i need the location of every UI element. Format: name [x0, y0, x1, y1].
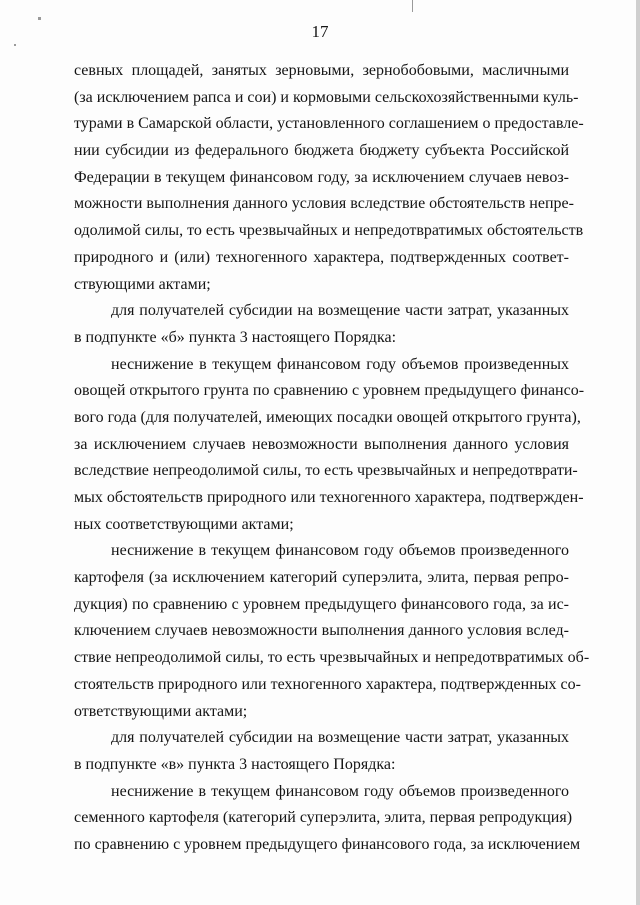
text-line: в подпункте «б» пункта 3 настоящего Порядка: [74, 328, 397, 346]
text-line: в подпункте «в» пункта 3 настоящего Порядка: [74, 755, 396, 773]
scan-edge-shadow [636, 0, 640, 905]
text-line: севных площадей, занятых зерновыми, зернобобовыми, масличными [74, 62, 569, 79]
text-line: вого года (для получателей, имеющих посадки овощей открытого грунта), [74, 408, 581, 426]
text-line: картофеля (за исключением категорий суперэлита, элита, первая репро- [74, 569, 569, 587]
paragraph [74, 538, 590, 725]
text-line: (за исключением рапса и сои) и кормовыми сельскохозяйственными куль- [74, 88, 579, 106]
paragraph [74, 298, 569, 351]
text-line: ствующими актами; [74, 275, 211, 293]
scan-artifact-dot [14, 44, 16, 46]
text-line: ных соответствующими актами; [74, 515, 294, 533]
text-line: мых обстоятельств природного или техногенного характера, подтвержден- [74, 489, 584, 506]
text-line: для получателей субсидии на возмещение части затрат, указанных [111, 302, 569, 320]
scan-artifact-dot [38, 17, 41, 20]
text-line: можности выполнения данного условия вследствие обстоятельств непре- [74, 195, 574, 213]
text-line: неснижение в текущем финансовом году объемов произведенного [111, 782, 569, 800]
text-line: природного и (или) техногенного характера, подтвержденных соответ- [74, 248, 569, 266]
text-line: для получателей субсидии на возмещение части затрат, указанных [111, 729, 569, 747]
text-line: по сравнению с уровнем предыдущего финансового года, за исключением [74, 835, 581, 853]
text-line: вследствие непреодолимой силы, то есть чрезвычайных и непредотврати- [74, 462, 578, 480]
text-line: ответствующими актами; [74, 702, 248, 720]
text-line: турами в Самарской области, установленного соглашением о предоставле- [74, 115, 584, 133]
text-line: дукция) по сравнению с уровнем предыдущего финансового года, за ис- [74, 595, 569, 613]
text-line: Федерации в текущем финансовом году, за исключением случаев невоз- [74, 168, 569, 186]
paragraph [74, 352, 585, 539]
text-line: нии субсидии из федерального бюджета бюджету субъекта Российской [74, 142, 569, 160]
text-line: за исключением случаев невозможности выполнения данного условия [74, 435, 569, 453]
text-line: неснижение в текущем финансовом году объемов произведенных [111, 355, 569, 373]
text-line: неснижение в текущем финансовом году объемов произведенного [111, 542, 569, 560]
paragraph [74, 725, 569, 778]
text-line: семенного картофеля (категорий суперэлита, элита, первая репродукция) [74, 809, 573, 827]
text-line: ствие непреодолимой силы, то есть чрезвычайных и непредотвратимых об- [74, 649, 590, 667]
paragraph [74, 58, 584, 298]
text-line: стоятельств природного или техногенного характера, подтвержденных со- [74, 675, 581, 693]
paragraph [74, 779, 581, 859]
text-line: ключением случаев невозможности выполнения данного условия вслед- [74, 622, 569, 640]
scan-artifact-tick [412, 0, 413, 12]
text-line: одолимой силы, то есть чрезвычайных и непредотвратимых обстоятельств [74, 222, 584, 240]
text-line: овощей открытого грунта по сравнению с уровнем предыдущего финансо- [74, 382, 585, 400]
page-number: 17 [311, 22, 329, 41]
document-body [74, 58, 590, 859]
